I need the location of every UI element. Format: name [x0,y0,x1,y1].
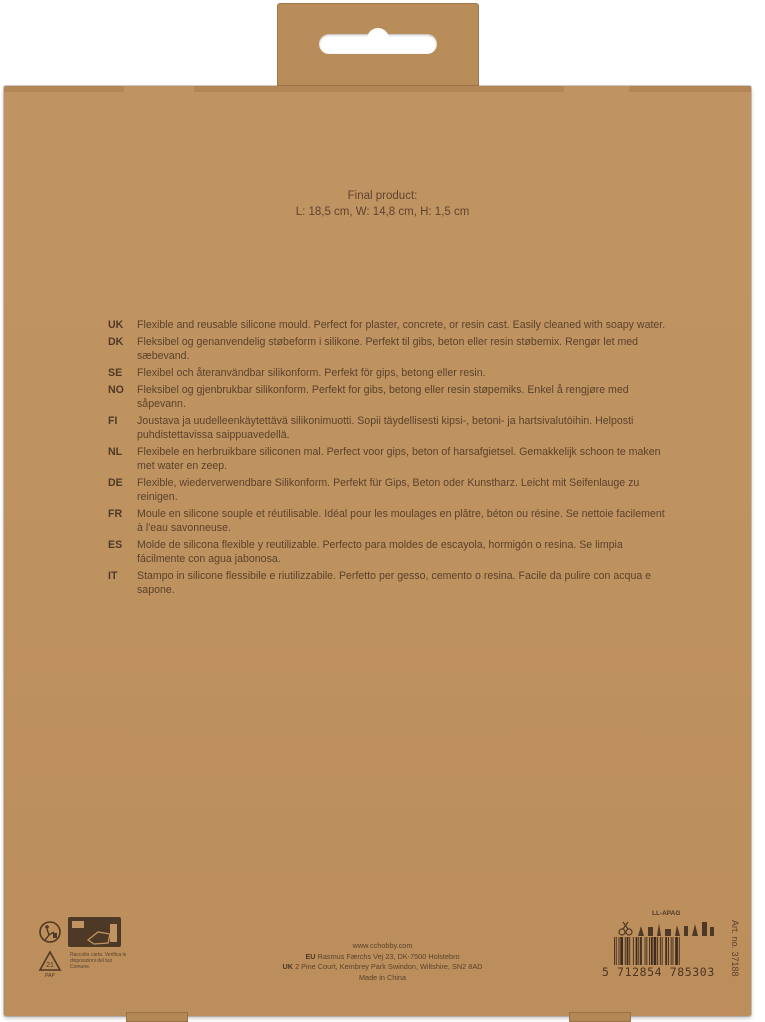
final-product-dimensions: L: 18,5 cm, W: 14,8 cm, H: 1,5 cm [295,206,470,218]
lang-text: Flexibel och återanvändbar silikonform. Perfekt för gips, betong eller resin. [137,367,486,379]
lang-row-it [108,569,668,597]
lang-row-se [108,366,668,380]
barcode-digits: 5 712854 785303 [602,965,715,979]
lang-code: FI [108,415,118,427]
lang-code: NL [108,446,123,458]
eu-label: EU [305,951,316,961]
uk-address: 2 Pine Court, Kembrey Park Swindon, Wiltshire, SN2 8AD [295,962,483,971]
lang-text: Moule en silicone souple et réutilisable. Idéal pour les moulages en plâtre, béton ou résine. Se nettoie facilement à l'eau savonneuse. [137,508,665,534]
lang-code: ES [108,539,123,551]
craft-tools-icon [618,921,716,937]
website: www.cchobby.com [352,941,413,950]
lang-row-fi [108,414,668,442]
barcode [614,937,714,965]
lang-row-no [108,383,668,411]
lang-code: SE [108,367,123,379]
barcode-block [596,903,721,983]
lang-text: Fleksibel og gjenbrukbar silikonform. Perfekt for gibs, betong eller resin støpemiks. Enkel å rengjøre med såpevann. [137,384,629,410]
lang-code: IT [108,570,118,582]
recycling-note: Raccolta carta. Verifica le disposizioni del tuo Comune. [70,952,127,970]
lang-text: Joustava ja uudelleenkäytettävä silikonimuotti. Sopii täydellisesti kipsi-, betoni- ja hartsivalutöihin. Helposti puhdistettavissa saippuavedellä. [137,415,634,441]
flap-crease-left [4,86,124,92]
lang-code: NO [108,384,124,396]
language-descriptions [108,318,668,600]
lang-text: Molde de silicona flexible y reutilizable. Perfecto para moldes de escayola, hormigón o resina. Se limpia fácilmente con agua jabonosa. [137,539,623,565]
lang-code: FR [108,508,123,520]
recycle-code: PAP [45,973,55,978]
flap-crease-right [629,86,751,92]
lang-text: Flexible and reusable silicone mould. Perfect for plaster, concrete, or resin cast. Easily cleaned with soapy water. [137,319,666,331]
lang-row-uk [108,318,668,332]
recycle-number: 21 [46,962,54,969]
lang-row-es [108,538,668,566]
flap-crease-center [194,86,564,92]
hang-hole [319,34,437,54]
lang-code: DK [108,336,124,348]
tidyman-icon [40,922,60,942]
final-product-title: Final product: [347,190,418,202]
lang-row-nl [108,445,668,473]
lang-text: Fleksibel og genanvendelig støbeform i silikone. Perfekt til gibs, beton eller resin støbemix. Rengør let med sæbevand. [137,336,639,362]
barcode-label: LL-APAG [652,910,681,917]
lang-text: Flexible, wiederverwendbare Silikonform. Perfekt für Gips, Beton oder Kunstharz. Leicht mit Seifenlauge zu reinigen. [137,477,640,503]
origin: Made in China [358,972,407,982]
article-number: Art. no. 37188 [730,920,740,977]
hang-tab [277,3,479,95]
lang-text: Stampo in silicone flessibile e riutilizzabile. Perfetto per gesso, cemento o resina. Facile da pulire con acqua e sapone. [137,570,652,596]
eu-address: Rasmus Færchs Vej 23, DK-7500 Holstebro [317,951,460,961]
lang-row-dk [108,335,668,363]
scissors-icon [619,922,632,935]
final-product-info [0,188,765,220]
lang-code: DE [108,477,123,489]
uk-label: UK [282,962,294,971]
lang-row-fr [108,507,668,535]
lang-row-de [108,476,668,504]
lang-code: UK [108,319,124,331]
lang-text: Flexibele en herbruikbare siliconen mal. Perfect voor gips, beton of harsafgietsel. Gemakkelijk schoon te maken met water en zeep. [137,446,661,472]
